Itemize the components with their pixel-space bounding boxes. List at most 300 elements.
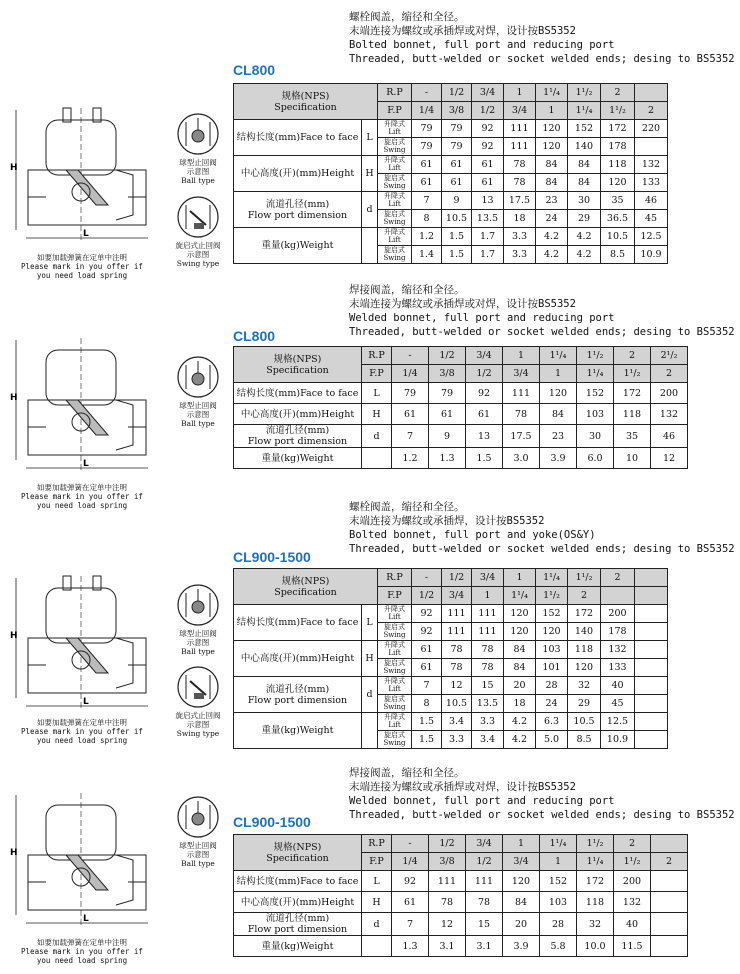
rp-size: - (412, 569, 442, 587)
rp-size: 1/2 (429, 347, 466, 365)
value-cell: 8 (412, 210, 442, 228)
value-cell: 79 (412, 138, 442, 156)
row-symbol: L (362, 120, 378, 156)
valve-type-cell (378, 641, 412, 659)
fp-size: 1/4 (392, 853, 429, 871)
icon-caption: 示意图 (186, 638, 210, 647)
value-cell (651, 871, 688, 892)
rp-size: 1¹/₄ (536, 569, 568, 587)
value-cell: 61 (412, 174, 442, 192)
valve-drawing-container (8, 785, 158, 939)
value-cell (635, 138, 668, 156)
fp-size: 1/2 (412, 587, 442, 605)
value-cell (635, 695, 668, 713)
value-cell: 6.0 (577, 448, 614, 469)
value-cell: 61 (412, 659, 442, 677)
fp-size: 1 (540, 365, 577, 383)
value-cell: 17.5 (503, 425, 540, 448)
value-cell (635, 641, 668, 659)
value-cell: 61 (412, 156, 442, 174)
value-cell: 8 (412, 695, 442, 713)
svg-text:L: L (83, 697, 89, 707)
load-spring-note (8, 718, 156, 745)
ball-type-icon (176, 795, 220, 839)
value-cell: 61 (392, 404, 429, 425)
value-cell: 103 (540, 892, 577, 913)
value-cell: 103 (577, 404, 614, 425)
value-cell: 84 (536, 156, 568, 174)
row-symbol: L (362, 605, 378, 641)
value-cell: 111 (503, 383, 540, 404)
icon-caption: 示意图 (186, 167, 210, 176)
value-cell: 3.4 (442, 713, 472, 731)
valve-type-cell (378, 192, 412, 210)
rp-size: 1¹/₂ (577, 835, 614, 853)
value-cell: 172 (577, 871, 614, 892)
value-cell: 18 (504, 210, 536, 228)
value-cell: 78 (503, 404, 540, 425)
rp-label: R.P (378, 84, 412, 102)
value-cell: 30 (577, 425, 614, 448)
pressure-class-label: CL800 (233, 328, 276, 344)
fp-size: 3/8 (429, 853, 466, 871)
type-en: Lift (388, 127, 401, 136)
value-cell: 17.5 (504, 192, 536, 210)
value-cell: 36.5 (601, 210, 635, 228)
value-cell: 111 (504, 138, 536, 156)
row-label (234, 913, 362, 936)
value-cell: 84 (504, 659, 536, 677)
value-cell: 3.9 (540, 448, 577, 469)
value-cell: 15 (466, 913, 503, 936)
value-cell: 101 (536, 659, 568, 677)
rp-label: R.P (362, 835, 392, 853)
icon-caption: Ball type (181, 859, 215, 868)
pressure-class-label: CL900-1500 (233, 814, 311, 830)
valve-type-cell (378, 713, 412, 731)
value-cell: 4.2 (568, 228, 601, 246)
value-cell: 1.5 (412, 731, 442, 749)
value-cell: 84 (540, 404, 577, 425)
fp-size: 3/4 (503, 365, 540, 383)
value-cell: 92 (466, 383, 503, 404)
note-line: Please mark in you offer if (21, 947, 143, 956)
rp-size: 2 (614, 347, 651, 365)
row-label-text: 结构长度(mm)Face to face (236, 617, 359, 628)
spec-label-en: Specification (266, 364, 329, 376)
value-cell: 152 (540, 871, 577, 892)
type-cn: 旋启式 (384, 174, 405, 182)
type-cn: 升降式 (384, 192, 405, 200)
value-cell (651, 892, 688, 913)
specification-table (233, 834, 688, 957)
row-label (234, 605, 362, 641)
fp-size: 1/2 (466, 853, 503, 871)
type-cn: 旋启式 (384, 731, 405, 739)
value-cell: 10.5 (442, 695, 472, 713)
value-cell: 13.5 (472, 695, 504, 713)
svg-text:L: L (83, 459, 89, 469)
valve-type-cell (378, 210, 412, 228)
value-cell: 6.3 (536, 713, 568, 731)
rp-size: 2 (601, 84, 635, 102)
value-cell: 118 (614, 404, 651, 425)
rp-size: 3/4 (472, 569, 504, 587)
value-cell: 1.5 (442, 246, 472, 264)
icon-caption: 球型止回阀 (179, 841, 217, 850)
row-label-text: 重量(kg)Weight (261, 452, 334, 464)
description-line: 螺栓阀盖，缩径和全径。 (349, 501, 465, 513)
ball-type-icon (176, 355, 220, 399)
section-description (349, 10, 735, 66)
value-cell: 1.2 (412, 228, 442, 246)
rp-size (651, 835, 688, 853)
rp-size: 1¹/₄ (540, 835, 577, 853)
fp-size: 1¹/₂ (614, 853, 651, 871)
description-line: 末端连接为螺纹或承插焊或对焊，设计按BS5352 (349, 781, 576, 793)
description-line: Threaded, butt-welded or socket welded ends; desing to BS5352 (349, 53, 735, 65)
value-cell: 18 (504, 695, 536, 713)
rp-size: 2¹/₂ (651, 347, 688, 365)
fp-size: 2 (568, 587, 601, 605)
value-cell (635, 677, 668, 695)
rp-size: 3/4 (466, 835, 503, 853)
type-en: Lift (388, 684, 401, 693)
rp-size: 3/4 (466, 347, 503, 365)
value-cell: 78 (504, 156, 536, 174)
value-cell: 5.8 (540, 936, 577, 957)
value-cell: 84 (568, 156, 601, 174)
row-label (234, 713, 362, 749)
note-line: you need load spring (36, 956, 128, 965)
row-label (234, 641, 362, 677)
fp-size: 1/4 (412, 102, 442, 120)
value-cell: 118 (568, 641, 601, 659)
value-cell: 3.3 (472, 713, 504, 731)
type-en: Swing (383, 738, 406, 747)
spec-header (234, 835, 362, 871)
value-cell: 3.0 (503, 448, 540, 469)
value-cell: 9 (429, 425, 466, 448)
value-cell: 23 (536, 192, 568, 210)
spec-header (234, 569, 378, 605)
valve-type-cell (378, 228, 412, 246)
row-symbol: d (362, 913, 392, 936)
value-cell: 111 (442, 605, 472, 623)
fp-size (601, 587, 635, 605)
value-cell: 46 (651, 425, 688, 448)
schematic-icon-group (168, 355, 228, 428)
note-line: you need load spring (36, 736, 128, 745)
schematic-icon-group (168, 195, 228, 268)
icon-caption: 示意图 (186, 850, 210, 859)
value-cell: 9 (442, 192, 472, 210)
fp-size: 1 (472, 587, 504, 605)
description-line: 末端连接为螺纹或承插焊或对焊，设计按BS5352 (349, 25, 576, 37)
rp-size: - (392, 835, 429, 853)
row-symbol (362, 713, 378, 749)
type-en: Swing (383, 253, 406, 262)
type-cn: 升降式 (384, 713, 405, 721)
valve-type-cell (378, 659, 412, 677)
fp-label: F.P (378, 102, 412, 120)
rp-size: 1 (504, 84, 536, 102)
row-label-text: 流道孔径(mm) Flow port dimension (247, 913, 348, 935)
value-cell: 7 (392, 913, 429, 936)
fp-size: 3/4 (442, 587, 472, 605)
pressure-class-label: CL800 (233, 62, 276, 78)
fp-size: 1/4 (392, 365, 429, 383)
value-cell: 13 (466, 425, 503, 448)
value-cell: 3.1 (429, 936, 466, 957)
description-line: Threaded, butt-welded or socket welded ends; desing to BS5352 (349, 809, 735, 821)
value-cell: 7 (392, 425, 429, 448)
description-line: Threaded, butt-welded or socket welded ends; desing to BS5352 (349, 326, 735, 338)
type-en: Swing (383, 666, 406, 675)
row-label-text: 结构长度(mm)Face to face (236, 387, 359, 399)
value-cell: 12 (651, 448, 688, 469)
fp-size: 2 (651, 853, 688, 871)
spec-header (234, 347, 362, 383)
row-symbol: L (362, 871, 392, 892)
value-cell: 1.2 (392, 448, 429, 469)
value-cell: 61 (472, 174, 504, 192)
row-label-text: 中心高度(开)(mm)Height (240, 408, 355, 420)
value-cell: 79 (442, 120, 472, 138)
fp-size: 1¹/₄ (577, 365, 614, 383)
value-cell: 152 (536, 605, 568, 623)
value-cell: 8.5 (568, 731, 601, 749)
value-cell: 120 (540, 383, 577, 404)
valve-type-cell (378, 623, 412, 641)
value-cell: 46 (635, 192, 668, 210)
type-en: Swing (383, 145, 406, 154)
value-cell: 79 (412, 120, 442, 138)
value-cell: 12 (429, 913, 466, 936)
spec-label-cn: 规格(NPS) (273, 841, 322, 853)
row-label (234, 383, 362, 404)
value-cell: 78 (504, 174, 536, 192)
svg-text:H: H (10, 393, 18, 403)
value-cell: 120 (601, 174, 635, 192)
value-cell: 120 (503, 871, 540, 892)
description-line: 螺栓阀盖，缩径和全径。 (349, 11, 465, 23)
schematic-icon-group (168, 112, 228, 185)
rp-size: 3/4 (472, 84, 504, 102)
spec-label-cn: 规格(NPS) (281, 575, 330, 587)
type-cn: 升降式 (384, 677, 405, 685)
section-description (349, 500, 735, 556)
value-cell: 132 (651, 404, 688, 425)
value-cell: 92 (392, 871, 429, 892)
value-cell: 78 (442, 659, 472, 677)
row-symbol: H (362, 641, 378, 677)
value-cell: 24 (536, 210, 568, 228)
value-cell (635, 731, 668, 749)
value-cell: 32 (577, 913, 614, 936)
fp-size (635, 587, 668, 605)
value-cell: 20 (503, 913, 540, 936)
row-symbol: d (362, 192, 378, 228)
value-cell: 111 (504, 120, 536, 138)
row-label (234, 120, 362, 156)
description-line: Threaded, butt-welded or socket welded ends; desing to BS5352 (349, 543, 735, 555)
fp-label: F.P (362, 365, 392, 383)
valve-type-cell (378, 731, 412, 749)
ball-type-icon (176, 583, 220, 627)
fp-size: 1/2 (466, 365, 503, 383)
swing-type-icon (176, 195, 220, 239)
type-cn: 升降式 (384, 120, 405, 128)
row-label-text: 结构长度(mm)Face to face (236, 875, 359, 887)
icon-caption: 球型止回阀 (179, 158, 217, 167)
spec-label-cn: 规格(NPS) (281, 90, 330, 102)
value-cell: 3.3 (442, 731, 472, 749)
fp-size: 1/2 (472, 102, 504, 120)
row-symbol: H (362, 892, 392, 913)
row-label-text: 中心高度(开)(mm)Height (240, 653, 355, 664)
type-cn: 旋启式 (384, 138, 405, 146)
value-cell: 132 (614, 892, 651, 913)
value-cell: 8.5 (601, 246, 635, 264)
value-cell: 28 (540, 913, 577, 936)
fp-size: 1¹/₄ (504, 587, 536, 605)
rp-size: 1/2 (442, 84, 472, 102)
icon-caption: 示意图 (186, 410, 210, 419)
value-cell: 10.5 (568, 713, 601, 731)
value-cell: 120 (504, 623, 536, 641)
value-cell: 84 (503, 892, 540, 913)
value-cell: 35 (601, 192, 635, 210)
value-cell: 4.2 (504, 731, 536, 749)
type-cn: 旋启式 (384, 695, 405, 703)
valve-type-cell (378, 120, 412, 138)
value-cell: 178 (601, 138, 635, 156)
value-cell: 92 (412, 605, 442, 623)
value-cell (635, 659, 668, 677)
rp-size: 1¹/₂ (568, 569, 601, 587)
value-cell: 12.5 (635, 228, 668, 246)
value-cell (635, 713, 668, 731)
type-en: Lift (388, 612, 401, 621)
valve-drawing-container (8, 330, 158, 484)
type-en: Lift (388, 199, 401, 208)
rp-size: 1 (503, 347, 540, 365)
value-cell: 1.3 (392, 936, 429, 957)
schematic-icon-group (168, 665, 228, 738)
row-symbol: H (362, 404, 392, 425)
ball-type-icon (176, 112, 220, 156)
row-label (234, 404, 362, 425)
value-cell: 29 (568, 695, 601, 713)
valve-type-cell (378, 605, 412, 623)
icon-caption: 球型止回阀 (179, 629, 217, 638)
note-line: Please mark in you offer if (21, 727, 143, 736)
icon-caption: Ball type (181, 176, 215, 185)
value-cell: 79 (442, 138, 472, 156)
value-cell: 4.2 (504, 713, 536, 731)
load-spring-note (8, 938, 156, 965)
type-en: Lift (388, 235, 401, 244)
rp-label: R.P (362, 347, 392, 365)
description-line: 末端连接为螺纹或承插焊或对焊，设计按BS5352 (349, 298, 576, 310)
row-symbol: H (362, 156, 378, 192)
value-cell: 4.2 (536, 228, 568, 246)
rp-size: 1/2 (429, 835, 466, 853)
valve-type-cell (378, 156, 412, 174)
schematic-icon-group (168, 583, 228, 656)
value-cell: 1.3 (429, 448, 466, 469)
value-cell: 78 (472, 659, 504, 677)
row-symbol (362, 936, 392, 957)
description-line: 焊接阀盖，缩径和全径。 (349, 284, 465, 296)
value-cell: 84 (504, 641, 536, 659)
specification-table (233, 83, 668, 264)
value-cell: 172 (601, 120, 635, 138)
value-cell: 61 (429, 404, 466, 425)
description-line: Bolted bonnet, full port and reducing port (349, 39, 615, 51)
value-cell: 32 (568, 677, 601, 695)
value-cell: 79 (429, 383, 466, 404)
row-label-text: 流道孔径(mm) Flow port dimension (247, 425, 348, 447)
value-cell: 40 (614, 913, 651, 936)
value-cell: 120 (504, 605, 536, 623)
type-cn: 旋启式 (384, 210, 405, 218)
row-label-text: 中心高度(开)(mm)Height (240, 168, 355, 179)
valve-drawing-container (8, 100, 158, 254)
value-cell: 3.3 (504, 246, 536, 264)
specification-table (233, 568, 668, 749)
valve-drawing (8, 330, 158, 480)
spec-label-en: Specification (274, 101, 337, 113)
value-cell: 3.3 (504, 228, 536, 246)
value-cell: 61 (442, 174, 472, 192)
row-label (234, 192, 362, 228)
section-description (349, 283, 735, 339)
value-cell: 111 (429, 871, 466, 892)
description-line: Welded bonnet, full port and reducing port (349, 795, 615, 807)
value-cell: 120 (568, 659, 601, 677)
fp-size: 1¹/₂ (601, 102, 635, 120)
type-en: Swing (383, 630, 406, 639)
row-label (234, 425, 362, 448)
value-cell: 10.9 (635, 246, 668, 264)
row-symbol: L (362, 383, 392, 404)
row-symbol (362, 228, 378, 264)
value-cell (651, 913, 688, 936)
value-cell: 132 (635, 156, 668, 174)
icon-caption: 旋启式止回阀 (175, 241, 221, 250)
value-cell: 92 (472, 138, 504, 156)
value-cell: 13.5 (472, 210, 504, 228)
valve-drawing (8, 568, 158, 718)
note-line: Please mark in you offer if (21, 492, 143, 501)
fp-size: 3/4 (503, 853, 540, 871)
row-symbol (362, 448, 392, 469)
fp-size: 1¹/₂ (614, 365, 651, 383)
note-line: 如要加载弹簧在定单中注明 (37, 938, 127, 947)
value-cell (635, 623, 668, 641)
value-cell: 4.2 (536, 246, 568, 264)
row-symbol: d (362, 425, 392, 448)
rp-size (635, 84, 668, 102)
value-cell: 29 (568, 210, 601, 228)
fp-size: 3/4 (504, 102, 536, 120)
row-label (234, 871, 362, 892)
value-cell: 10.0 (577, 936, 614, 957)
value-cell: 78 (429, 892, 466, 913)
icon-caption: 旋启式止回阀 (175, 711, 221, 720)
